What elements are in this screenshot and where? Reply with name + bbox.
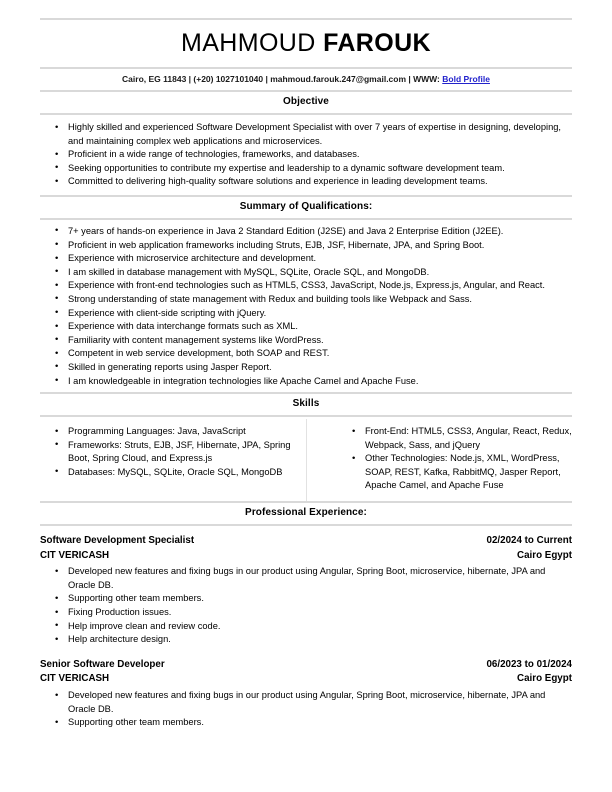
list-item: • Highly skilled and experienced Software Development Specialist with over 7 years of expertise in designing, developing, and maintaining complex web applications and microservices.: [55, 121, 572, 148]
list-item: • Help architecture design.: [55, 633, 572, 647]
skills-rule-bottom: [40, 415, 572, 417]
job-title-row: [40, 658, 572, 673]
job-location: Cairo Egypt: [517, 549, 572, 561]
list-item: • Competent in web service development, both SOAP and REST.: [55, 347, 572, 361]
job-title: Software Development Specialist: [40, 535, 195, 547]
list-item: • Supporting other team members.: [55, 592, 572, 606]
list-item: • Proficient in a wide range of technologies, frameworks, and databases.: [55, 148, 572, 162]
list-item: • Front-End: HTML5, CSS3, Angular, React, Redux, Webpack, Sass, and jQuery: [352, 425, 572, 452]
list-item: • I am knowledgeable in integration technologies like Apache Camel and Apache Fuse.: [55, 375, 572, 389]
list-item: • Experience with microservice architecture and development.: [55, 252, 572, 266]
list-item: • Frameworks: Struts, EJB, JSF, Hibernate, JPA, Spring Boot, Spring Cloud, and Express.js: [55, 439, 292, 466]
list-item: • Experience with front-end technologies such as HTML5, CSS3, JavaScript, Node.js, Express.js, Angular, and React.: [55, 279, 572, 293]
job-responsibilities: [40, 687, 572, 730]
experience-entry: [0, 658, 612, 730]
contact-line: [0, 69, 612, 90]
list-item: • Proficient in web application frameworks including Struts, EJB, JSF, Hibernate, JPA, and Spring Boot.: [55, 239, 572, 253]
job-title-row: [40, 534, 572, 549]
first-name: MAHMOUD: [180, 29, 316, 57]
list-item: • Experience with client-side scripting with jQuery.: [55, 307, 572, 321]
objective-list: [0, 115, 612, 195]
job-company: CIT VERICASH: [40, 673, 110, 685]
experience-heading: Professional Experience:: [245, 507, 367, 519]
job-responsibilities: [40, 563, 572, 647]
list-item: • Familiarity with content management systems like WordPress.: [55, 334, 572, 348]
job-company-row: [40, 549, 572, 564]
skills-right-column: [306, 419, 572, 501]
contact-details: Cairo, EG 11843 | (+20) 1027101040 | mahmoud.farouk.247@gmail.com | WWW:: [122, 74, 443, 84]
summary-list: [0, 220, 612, 392]
list-item: • Seeking opportunities to contribute my expertise and leadership to a dynamic software development team.: [55, 162, 572, 176]
experience-rule-bottom: [40, 524, 572, 526]
summary-heading: Summary of Qualifications:: [239, 200, 373, 212]
list-item: • Committed to delivering high-quality software solutions and experience in leading development teams.: [55, 175, 572, 189]
bold-profile-link[interactable]: Bold Profile: [442, 74, 490, 84]
list-item: • Supporting other team members.: [55, 716, 572, 730]
candidate-name: [0, 20, 612, 67]
list-item: • Strong understanding of state management with Redux and building tools like Webpack and Sass.: [55, 293, 572, 307]
job-dates: 06/2023 to 01/2024: [486, 658, 572, 670]
list-item: • Skilled in generating reports using Jasper Report.: [55, 361, 572, 375]
list-item: • Programming Languages: Java, JavaScript: [55, 425, 292, 439]
list-item: • I am skilled in database management with MySQL, SQLite, Oracle SQL, and MongoDB.: [55, 266, 572, 280]
job-title: Senior Software Developer: [40, 658, 165, 670]
skills-columns: [0, 419, 612, 501]
list-item: • Help improve clean and review code.: [55, 620, 572, 634]
job-dates: 02/2024 to Current: [486, 535, 572, 547]
skills-right-list: [337, 425, 572, 493]
last-name: FAROUK: [323, 29, 432, 57]
list-item: • 7+ years of hands-on experience in Java 2 Standard Edition (J2SE) and Java 2 Enterprise Edition (J2EE).: [55, 225, 572, 239]
job-company-row: [40, 672, 572, 687]
list-item: • Developed new features and fixing bugs in our product using Angular, Spring Boot, microservice, hibernate, JPA and Oracle DB.: [55, 689, 572, 716]
list-item: • Developed new features and fixing bugs in our product using Angular, Spring Boot, microservice, hibernate, JPA and Oracle DB.: [55, 565, 572, 592]
skills-heading: Skills: [292, 398, 320, 410]
skills-left-column: [40, 419, 306, 501]
list-item: • Fixing Production issues.: [55, 606, 572, 620]
job-company: CIT VERICASH: [40, 549, 110, 561]
job-location: Cairo Egypt: [517, 673, 572, 685]
list-item: • Experience with data interchange formats such as XML.: [55, 320, 572, 334]
list-item: • Other Technologies: Node.js, XML, WordPress, SOAP, REST, Kafka, RabbitMQ, Jasper Report, Apache Camel, and Apache Fuse: [352, 452, 572, 493]
list-item: • Databases: MySQL, SQLite, Oracle SQL, MongoDB: [55, 466, 292, 480]
resume-header: [0, 0, 612, 90]
skills-left-list: [40, 425, 292, 479]
objective-heading: Objective: [283, 96, 329, 107]
experience-entry: [0, 534, 612, 647]
